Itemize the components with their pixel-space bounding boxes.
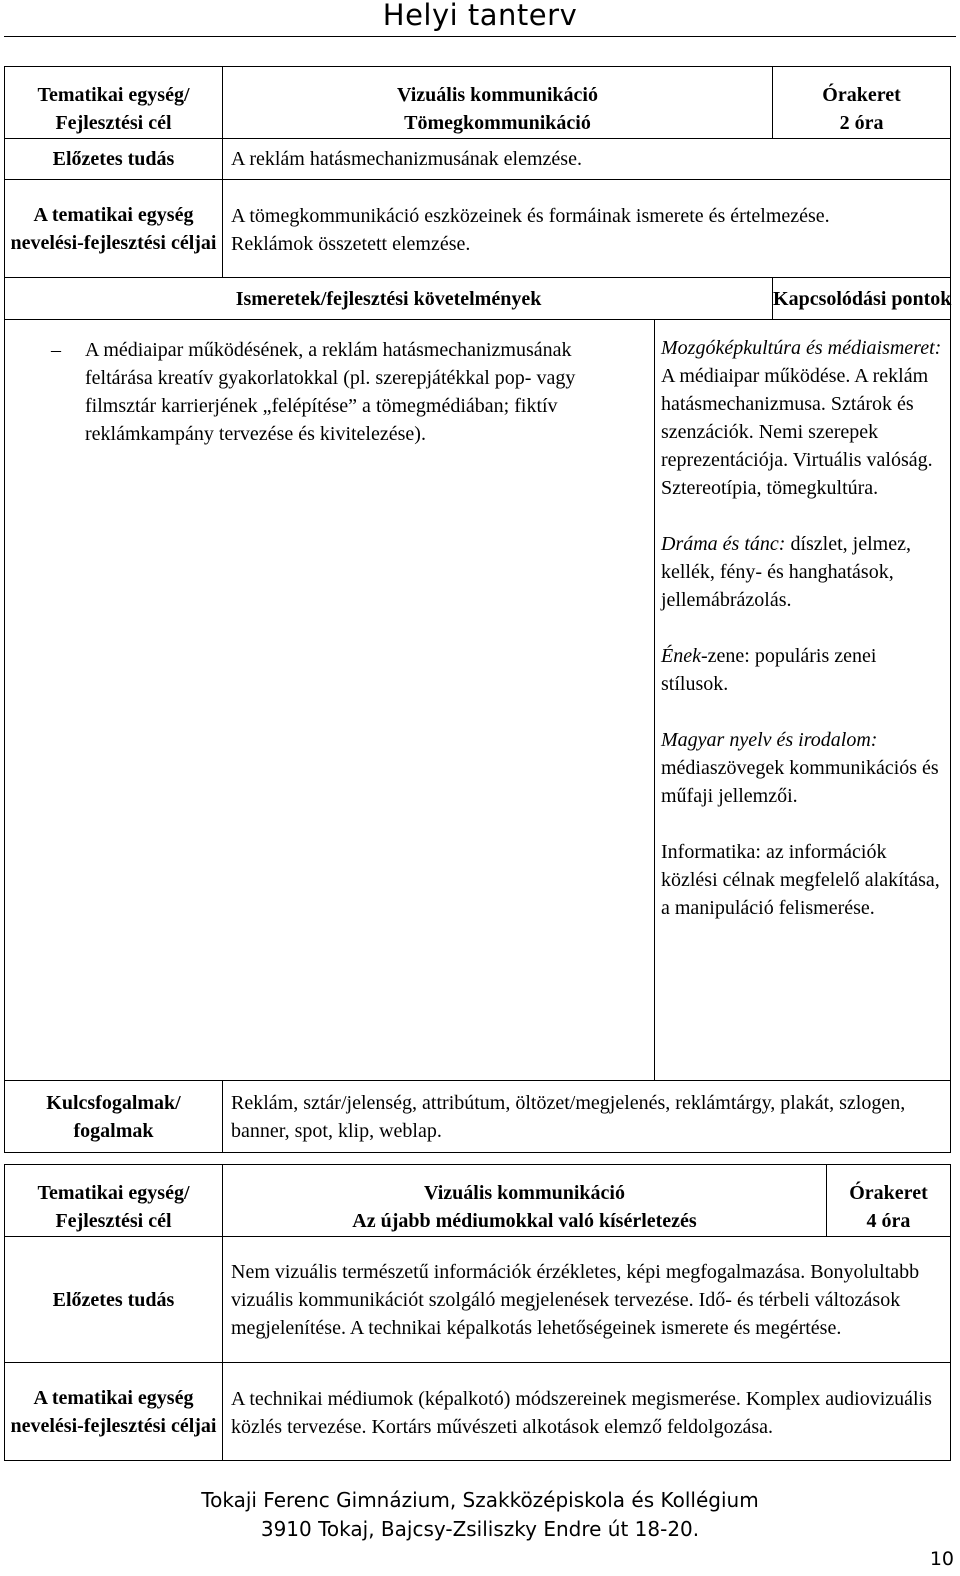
kapcsolodasi-header — [773, 278, 951, 320]
elozetes-text — [223, 139, 951, 180]
celjai-label-text: A tematikai egység nevelési-fejlesztési céljai — [10, 203, 217, 254]
ismeretek-list-item — [5, 336, 654, 448]
dash-bullet: – — [51, 339, 61, 361]
kapcs-subject-3: Ének — [661, 645, 701, 667]
ismeretek-header-text: Ismeretek/fejlesztési követelmények — [235, 287, 542, 310]
kapcs-text-4: médiaszövegek kommunikációs és műfaji jellemzői. — [661, 757, 939, 807]
celjai-label-2 — [5, 1363, 223, 1461]
elozetes2-label-text: Előzetes tudás — [52, 1288, 175, 1311]
ismeretek-item-text: A médiaipar működésének, a reklám hatásmechanizmusának feltárása kreatív gyakorlatokkal (pl. szerepjátékkal pop- vagy filmsztár karrierjének „felépítése” a tömegmédiában; fiktív reklámkampány tervezése és kivitelezése). — [85, 339, 576, 445]
orakeret2-value: 4 óra — [866, 1210, 911, 1232]
celjai-label — [5, 180, 223, 278]
elozetes-text-2 — [223, 1237, 951, 1363]
elozetes-label-2 — [5, 1237, 223, 1363]
celjai2-text-content: A technikai médiumok (képalkotó) módszereinek megismerése. Komplex audiovizuális közlés tervezése. Kortárs művészeti alkotások elemző feldolgozása. — [231, 1387, 932, 1438]
tema-label — [5, 67, 223, 139]
kapcsolodasi-content — [655, 320, 951, 1081]
tema-label-text: Tematikai egység/ Fejlesztési cél — [37, 84, 190, 134]
kapcs-text-1: A médiaipar működése. A reklám hatásmechanizmusa. Sztárok és szenzációk. Nemi szerepek reprezentációja. Virtuális valóság. Sztereotípia, tömegkultúra. — [661, 365, 933, 499]
kapcs-item-2 — [661, 530, 944, 614]
kapcsolodasi-header-text: Kapcsolódási pontok — [773, 287, 952, 310]
kapcs-text-5: Informatika: az információk közlési célnak megfelelő alakítása, a manipuláció felismerése. — [661, 841, 940, 919]
ismeretek-header — [5, 278, 773, 320]
footer-line-2: 3910 Tokaj, Bajcsy-Zsiliszky Endre út 18-20. — [260, 1517, 700, 1541]
page-number: 10 — [929, 1548, 954, 1570]
curriculum-table-1 — [4, 66, 951, 1153]
celjai-text-content: A tömegkommunikáció eszközeinek és formáinak ismerete és értelmezése. Reklámok összetett elemzése. — [231, 204, 830, 255]
footer-line-1: Tokaji Ferenc Gimnázium, Szakközépiskola és Kollégium — [201, 1488, 759, 1512]
tema2-title-1: Vizuális kommunikáció — [424, 1182, 625, 1204]
celjai2-label-text: A tematikai egység nevelési-fejlesztési céljai — [10, 1386, 217, 1437]
tema-title-1: Vizuális kommunikáció — [397, 84, 598, 106]
kapcs-text-2: díszlet, jelmez, kellék, fény- és hanghatások, jellemábrázolás. — [661, 533, 911, 611]
orakeret-value: 2 óra — [839, 112, 884, 134]
kapcs-item-4 — [661, 726, 944, 810]
tema-title-2: Tömegkommunikáció — [404, 112, 591, 134]
elozetes-text-content: A reklám hatásmechanizmusának elemzése. — [231, 148, 582, 170]
kapcs-subject-4: Magyar nyelv és irodalom: — [661, 729, 878, 751]
curriculum-table-2 — [4, 1164, 951, 1461]
kapcs-subject-2: Dráma és tánc: — [661, 533, 786, 555]
kulcs-text — [223, 1081, 951, 1153]
kulcs-label-text: Kulcsfogalmak/ fogalmak — [46, 1091, 181, 1142]
kapcs-subject-1: Mozgóképkultúra és médiaismeret: — [661, 337, 942, 359]
orakeret2-label: Órakeret — [849, 1182, 928, 1204]
orakeret-cell-2 — [827, 1165, 951, 1237]
elozetes-label — [5, 139, 223, 180]
tema-title-cell-2 — [223, 1165, 827, 1237]
celjai-text-2 — [223, 1363, 951, 1461]
celjai-text — [223, 180, 951, 278]
header-divider — [4, 36, 956, 37]
kulcs-text-content: Reklám, sztár/jelenség, attribútum, öltözet/megjelenés, reklámtárgy, plakát, szlogen, banner, spot, klip, weblap. — [231, 1091, 906, 1142]
page-header-title: Helyi tanterv — [382, 0, 578, 32]
kapcs-item-3 — [661, 642, 944, 698]
tema-label-2 — [5, 1165, 223, 1237]
tema-label-2-text: Tematikai egység/ Fejlesztési cél — [37, 1182, 190, 1232]
kapcs-item-5 — [661, 838, 944, 922]
elozetes-label-text: Előzetes tudás — [52, 148, 175, 170]
orakeret-label: Órakeret — [822, 84, 901, 106]
kapcs-item-1 — [661, 334, 944, 502]
ismeretek-content — [5, 320, 655, 1081]
orakeret-cell — [773, 67, 951, 139]
tema2-title-2: Az újabb médiumokkal való kísérletezés — [352, 1210, 697, 1232]
elozetes2-text-content: Nem vizuális természetű információk érzékletes, képi megfogalmazása. Bonyolultabb vizuális kommunikációt szolgáló megjelenések tervezése. Idő- és térbeli változások megjelenítése. A technikai képalkotás lehetőségeinek ismerete és megértése. — [231, 1260, 920, 1339]
tema-title-cell — [223, 67, 773, 139]
kulcs-label — [5, 1081, 223, 1153]
kapcs-text-3: -zene: populáris zenei stílusok. — [661, 645, 877, 695]
